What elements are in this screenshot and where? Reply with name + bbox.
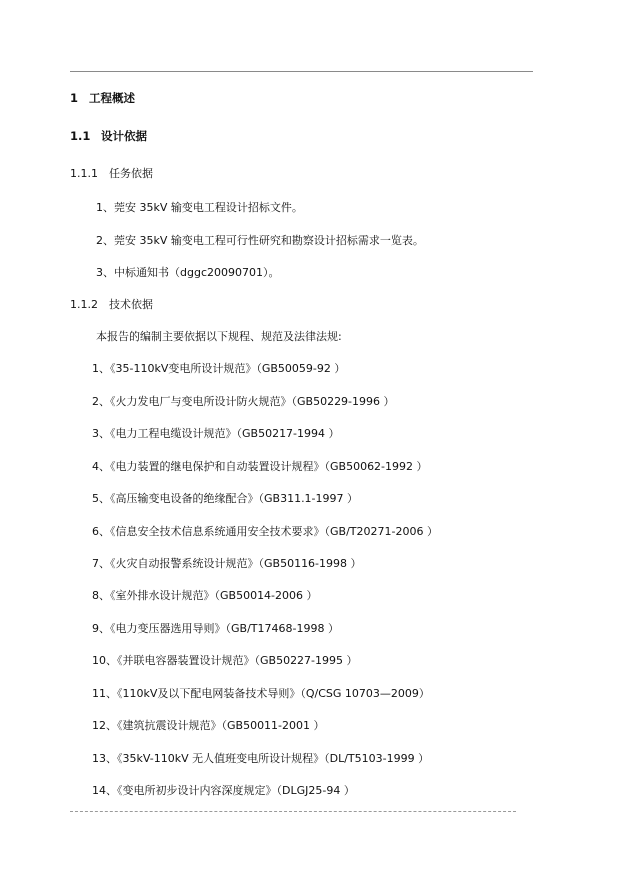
list-item: 2、莞安 35kV 输变电工程可行性研究和勘察设计招标需求一览表。 (96, 234, 424, 247)
heading-3-task-title: 任务依据 (109, 167, 153, 180)
list-item: 2、《火力发电厂与变电所设计防火规范》（GB50229-1996 ） (92, 395, 395, 408)
heading-3-tech-number: 1.1.2 (70, 298, 98, 311)
list-item: 11、《110kV及以下配电网装备技术导则》（Q/CSG 10703—2009） (92, 687, 430, 700)
list-item: 13、《35kV-110kV 无人值班变电所设计规程》（DL/T5103-1999 ） (92, 752, 430, 765)
list-item: 3、中标通知书（dggc20090701）。 (96, 266, 280, 279)
heading-1-number: 1 (70, 91, 79, 105)
heading-2-title: 设计依据 (101, 129, 147, 143)
heading-1 (70, 91, 135, 105)
list-item: 7、《火灾自动报警系统设计规范》（GB50116-1998 ） (92, 557, 362, 570)
list-item: 14、《变电所初步设计内容深度规定》（DLGJ25-94 ） (92, 784, 355, 797)
heading-2-number: 1.1 (70, 129, 91, 143)
list-item: 1、《35-110kV变电所设计规范》（GB50059-92 ） (92, 362, 346, 375)
heading-3-tech-title: 技术依据 (109, 298, 153, 311)
header-rule (70, 71, 533, 72)
intro-paragraph: 本报告的编制主要依据以下规程、规范及法律法规: (96, 330, 342, 343)
list-item: 12、《建筑抗震设计规范》（GB50011-2001 ） (92, 719, 325, 732)
heading-3-task-number: 1.1.1 (70, 167, 98, 180)
heading-3-task (70, 167, 153, 181)
list-item: 1、莞安 35kV 输变电工程设计招标文件。 (96, 201, 303, 214)
list-item: 10、《并联电容器装置设计规范》（GB50227-1995 ） (92, 654, 358, 667)
list-item: 9、《电力变压器选用导则》（GB/T17468-1998 ） (92, 622, 339, 635)
heading-1-title: 工程概述 (89, 91, 135, 105)
list-item: 4、《电力装置的继电保护和自动装置设计规程》（GB50062-1992 ） (92, 460, 428, 473)
heading-2 (70, 129, 147, 143)
footer-rule (70, 811, 516, 812)
list-item: 5、《高压输变电设备的绝缘配合》（GB311.1-1997 ） (92, 492, 359, 505)
list-item: 6、《信息安全技术信息系统通用安全技术要求》（GB/T20271-2006 ） (92, 525, 438, 538)
list-item: 3、《电力工程电缆设计规范》（GB50217-1994 ） (92, 427, 340, 440)
heading-3-tech (70, 298, 153, 312)
list-item: 8、《室外排水设计规范》（GB50014-2006 ） (92, 589, 318, 602)
